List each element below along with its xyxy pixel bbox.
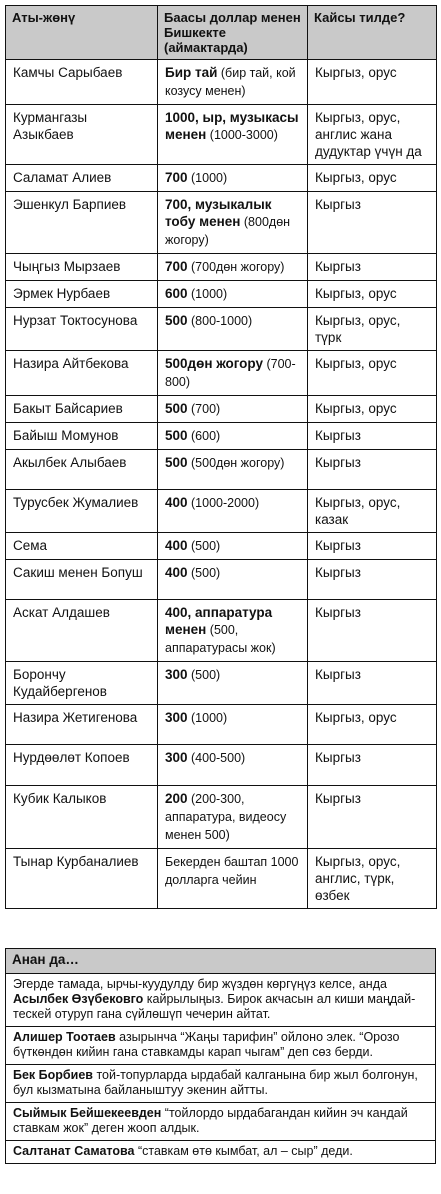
price-main: 1000, ыр, музыкасы менен — [165, 110, 299, 142]
sidebar-title: Анан да… — [6, 949, 435, 974]
price-main: Бир тай — [165, 65, 218, 80]
table-row — [6, 745, 437, 786]
cell-language: Кыргыз, орус, түрк — [308, 308, 437, 351]
price-main: 300 — [165, 750, 188, 765]
cell-name: Сема — [6, 533, 158, 560]
price-main: 700, музыкалык тобу менен — [165, 197, 272, 229]
cell-name: Назира Айтбекова — [6, 351, 158, 396]
cell-name: Камчы Сарыбаев — [6, 60, 158, 105]
cell-price — [158, 423, 308, 450]
price-main: 600 — [165, 286, 188, 301]
price-note: (700дөн жогору) — [187, 260, 285, 274]
price-note: (1000) — [187, 171, 228, 185]
cell-price — [158, 533, 308, 560]
person-name: Алишер Тоотаев — [13, 1030, 116, 1044]
table-row — [6, 560, 437, 600]
cell-price — [158, 351, 308, 396]
cell-name: Борончу Кудайбергенов — [6, 662, 158, 705]
price-main: 400 — [165, 495, 188, 510]
cell-language: Кыргыз, орус — [308, 60, 437, 105]
cell-price — [158, 849, 308, 909]
table-row — [6, 600, 437, 662]
cell-language: Кыргыз, орус, казак — [308, 490, 437, 533]
sidebar-paragraph — [6, 974, 435, 1027]
price-main: 700 — [165, 170, 188, 185]
cell-price — [158, 600, 308, 662]
sidebar-box — [5, 948, 436, 1164]
cell-price — [158, 745, 308, 786]
price-note: (600) — [187, 429, 221, 443]
cell-name: Тынар Курбаналиев — [6, 849, 158, 909]
cell-language: Кыргыз — [308, 786, 437, 849]
paragraph-text: той-топурларда ырдабай калганына бир жыл болгонун, бул кызматына байланыштуу экенин айтты. — [13, 1068, 418, 1097]
header-price: Баасы доллар менен Бишкекте (аймактарда) — [158, 6, 308, 60]
price-note: (700-800) — [165, 357, 296, 389]
table-row — [6, 396, 437, 423]
paragraph-lead: Эгерде тамада, ырчы-куудулду бир жүздөн көргүңүз келсе, анда — [13, 977, 387, 991]
sidebar-paragraph — [6, 1141, 435, 1163]
cell-name: Бакыт Байсариев — [6, 396, 158, 423]
table-row — [6, 533, 437, 560]
cell-price — [158, 308, 308, 351]
cell-name: Акылбек Алыбаев — [6, 450, 158, 490]
table-body — [6, 60, 437, 909]
cell-price — [158, 254, 308, 281]
person-name: Сыймык Бейшекеевден — [13, 1106, 162, 1120]
cell-price — [158, 490, 308, 533]
sidebar-paragraph — [6, 1027, 435, 1065]
table-row — [6, 192, 437, 254]
cell-name: Курмангазы Азыкбаев — [6, 105, 158, 165]
cell-name: Кубик Калыков — [6, 786, 158, 849]
cell-name: Назира Жетигенова — [6, 705, 158, 745]
cell-name: Эшенкул Барпиев — [6, 192, 158, 254]
price-note: (500) — [187, 539, 221, 553]
cell-language: Кыргыз, орус, англис жана дудуктар үчүн да — [308, 105, 437, 165]
cell-language: Кыргыз, орус — [308, 351, 437, 396]
table-row — [6, 254, 437, 281]
table-row — [6, 786, 437, 849]
cell-language: Кыргыз, орус — [308, 281, 437, 308]
table-row — [6, 705, 437, 745]
price-main: 400 — [165, 538, 188, 553]
header-language: Кайсы тилде? — [308, 6, 437, 60]
sidebar-paragraph — [6, 1103, 435, 1141]
table-row — [6, 450, 437, 490]
cell-language: Кыргыз — [308, 254, 437, 281]
price-main: 500 — [165, 313, 188, 328]
table-header-row — [6, 6, 437, 60]
cell-name: Нурдөөлөт Копоев — [6, 745, 158, 786]
person-name: Салтанат Саматова — [13, 1144, 135, 1158]
price-table — [5, 5, 437, 909]
sidebar-paragraphs — [6, 974, 435, 1163]
price-main: 400, аппаратура менен — [165, 605, 273, 637]
price-note: (бир тай, кой козусу менен) — [165, 66, 296, 98]
price-note: (800-1000) — [187, 314, 253, 328]
price-main: 700 — [165, 259, 188, 274]
cell-price — [158, 60, 308, 105]
cell-name: Сакиш менен Бопуш — [6, 560, 158, 600]
cell-name: Аскат Алдашев — [6, 600, 158, 662]
price-main: 300 — [165, 710, 188, 725]
cell-price — [158, 450, 308, 490]
price-note: (1000) — [187, 711, 228, 725]
price-main: 500дөн жогору — [165, 356, 263, 371]
price-note: (1000) — [187, 287, 228, 301]
cell-language: Кыргыз — [308, 662, 437, 705]
price-main: 500 — [165, 455, 188, 470]
price-main: 500 — [165, 401, 188, 416]
cell-name: Турусбек Жумалиев — [6, 490, 158, 533]
price-main: 200 — [165, 791, 188, 806]
table-row — [6, 662, 437, 705]
cell-price — [158, 396, 308, 423]
price-note: (800дөн жогору) — [165, 215, 291, 247]
price-main: 300 — [165, 667, 188, 682]
table-row — [6, 423, 437, 450]
cell-language: Кыргыз — [308, 745, 437, 786]
cell-language: Кыргыз — [308, 560, 437, 600]
cell-price — [158, 786, 308, 849]
table-row — [6, 281, 437, 308]
cell-price — [158, 192, 308, 254]
cell-language: Кыргыз — [308, 450, 437, 490]
sidebar-paragraph — [6, 1065, 435, 1103]
table-row — [6, 60, 437, 105]
cell-name: Эрмек Нурбаев — [6, 281, 158, 308]
table-row — [6, 351, 437, 396]
price-note: (700) — [187, 402, 221, 416]
cell-price — [158, 165, 308, 192]
price-note: (400-500) — [187, 751, 246, 765]
cell-price — [158, 281, 308, 308]
price-note: (500) — [187, 668, 221, 682]
table-row — [6, 849, 437, 909]
cell-name: Нурзат Токтосунова — [6, 308, 158, 351]
paragraph-text: кайрылыңыз. Бирок акчасын ал киши маңдай-тескей отуруп гана сүйлөшүп чечерин айтат. — [13, 992, 416, 1021]
price-main: 500 — [165, 428, 188, 443]
cell-language: Кыргыз — [308, 533, 437, 560]
price-note: Бекерден баштап 1000 долларга чейин — [165, 855, 299, 887]
paragraph-text: “ставкам өтө кымбат, ал – сыр” деди. — [134, 1144, 353, 1158]
cell-language: Кыргыз — [308, 600, 437, 662]
price-note: (1000-3000) — [206, 128, 278, 142]
price-note: (500) — [187, 566, 221, 580]
cell-language: Кыргыз, орус — [308, 396, 437, 423]
cell-price — [158, 105, 308, 165]
person-name: Асылбек Өзүбековго — [13, 992, 144, 1006]
price-note: (500дөн жогору) — [187, 456, 285, 470]
table-row — [6, 105, 437, 165]
cell-name: Байыш Момунов — [6, 423, 158, 450]
table-row — [6, 165, 437, 192]
cell-language: Кыргыз — [308, 423, 437, 450]
cell-language: Кыргыз, орус — [308, 705, 437, 745]
price-note: (500, аппаратурасы жок) — [165, 623, 276, 655]
cell-price — [158, 705, 308, 745]
cell-language: Кыргыз — [308, 192, 437, 254]
cell-language: Кыргыз, орус, англис, түрк, өзбек — [308, 849, 437, 909]
price-note: (1000-2000) — [187, 496, 260, 510]
paragraph-text: “тойлордо ырдабагандан кийин эч кандай ставкам жок” деген жооп алдык. — [13, 1106, 408, 1135]
cell-price — [158, 662, 308, 705]
table-row — [6, 308, 437, 351]
cell-name: Саламат Алиев — [6, 165, 158, 192]
price-note: (200-300, аппаратура, видеосу менен 500) — [165, 792, 287, 842]
cell-language: Кыргыз, орус — [308, 165, 437, 192]
price-main: 400 — [165, 565, 188, 580]
paragraph-text: азырынча “Жаңы тарифин” ойлоно элек. “Орозо бүткөндөн кийин гана ставкамды карап чыгам” деп сөз берди. — [13, 1030, 400, 1059]
header-name: Аты-жөнү — [6, 6, 158, 60]
cell-name: Чыңгыз Мырзаев — [6, 254, 158, 281]
table-row — [6, 490, 437, 533]
person-name: Бек Борбиев — [13, 1068, 93, 1082]
cell-price — [158, 560, 308, 600]
